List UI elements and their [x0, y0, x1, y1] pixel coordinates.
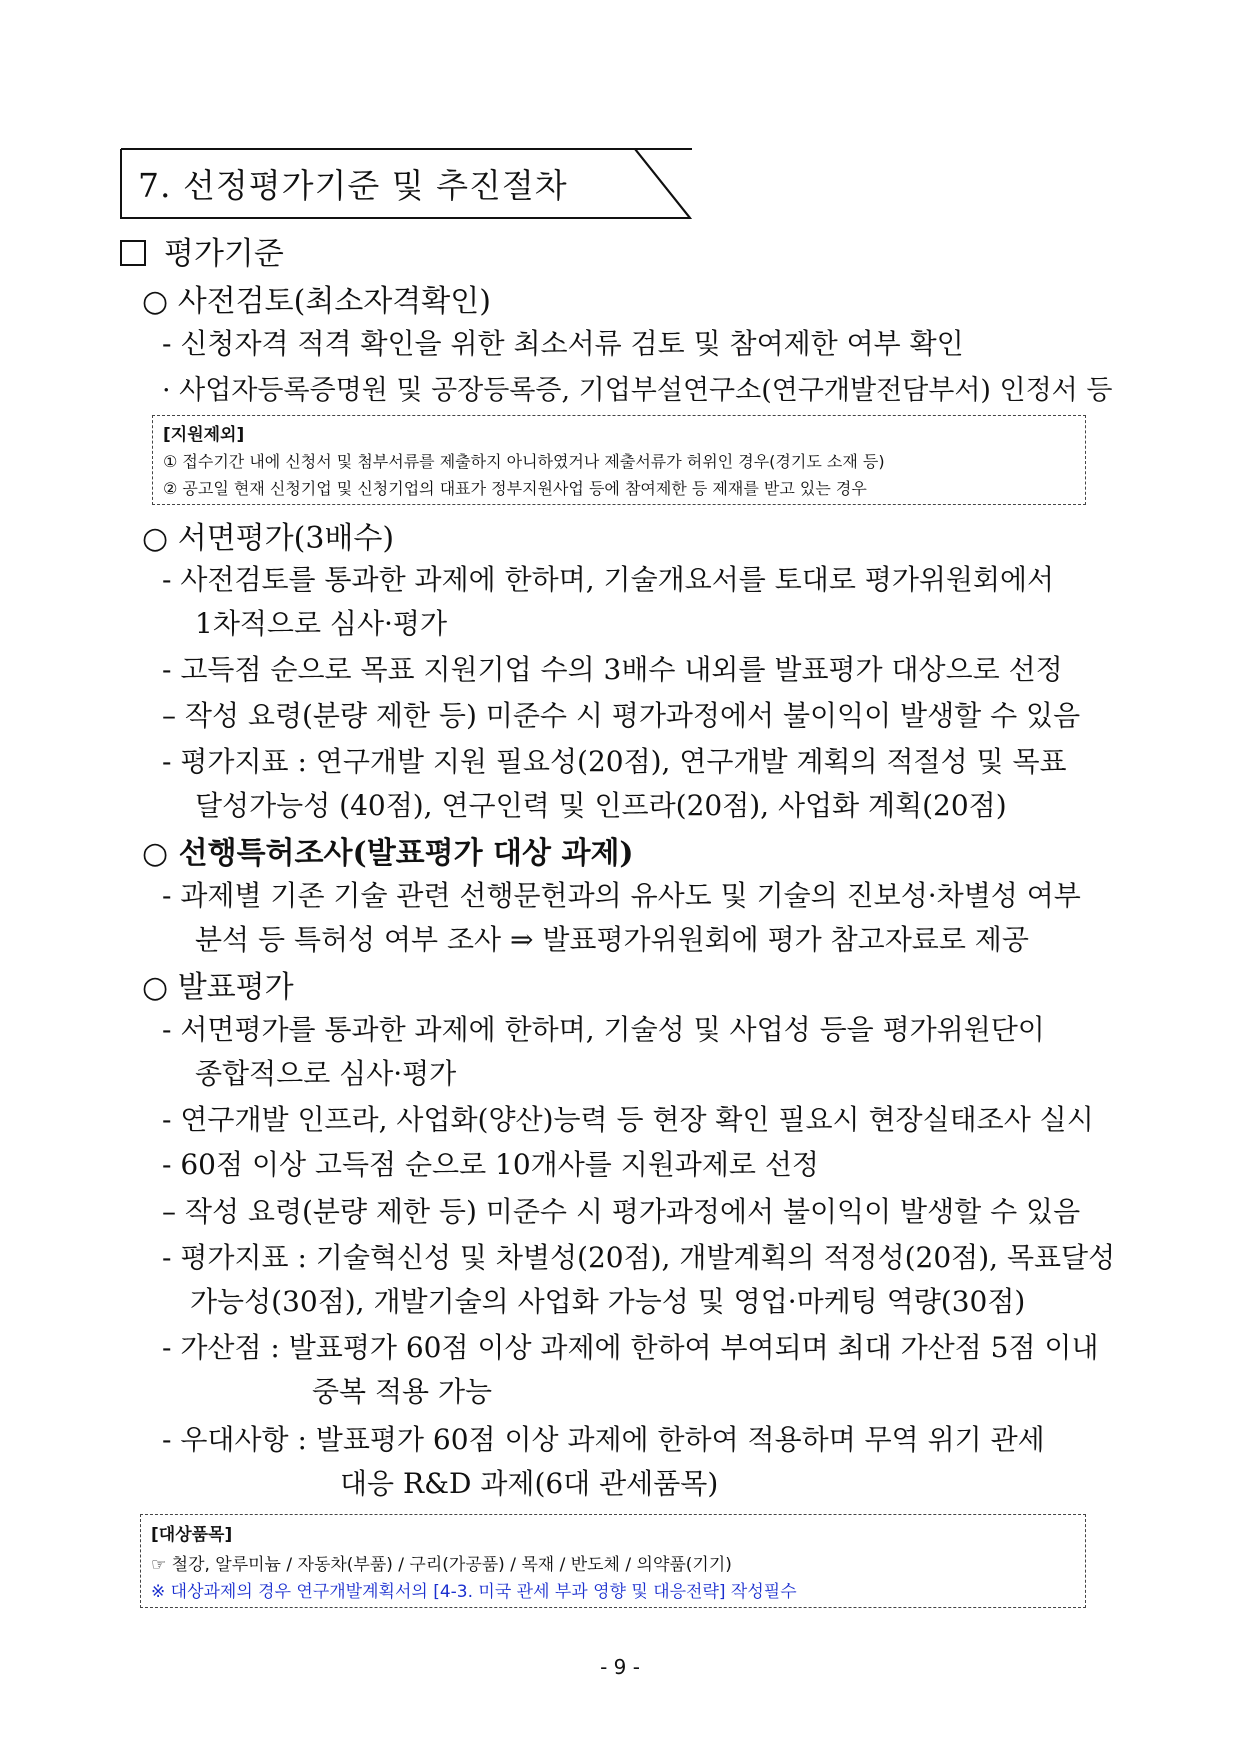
exclusion-line-1: ① 접수기간 내에 신청서 및 첨부서류를 제출하지 아니하였거나 제출서류가 허위인 경우(경기도 소재 등): [163, 452, 885, 471]
patent-search-item-1-cont: 분석 등 특허성 여부 조사 ⇒ 발표평가위원회에 평가 참고자료로 제공: [195, 923, 1029, 956]
criteria-heading: [120, 228, 284, 273]
presentation-item-5-cont: 가능성(30점), 개발기술의 사업화 가능성 및 영업·마케팅 역량(30점): [190, 1285, 1026, 1318]
target-items-line: ☞ 철강, 알루미늄 / 자동차(부품) / 구리(가공품) / 목재 / 반도체 / 의약품(기기): [151, 1555, 732, 1575]
presentation-item-2: - 연구개발 인프라, 사업화(양산)능력 등 현장 확인 필요시 현장실태조사 실시: [162, 1103, 1094, 1136]
presentation-item-3: - 60점 이상 고득점 순으로 10개사를 지원과제로 선정: [162, 1148, 819, 1181]
presentation-item-4: – 작성 요령(분량 제한 등) 미준수 시 평가과정에서 불이익이 발생할 수 있음: [162, 1195, 1081, 1228]
presentation-item-7-cont: 대응 R&D 과제(6대 관세품목): [340, 1467, 719, 1500]
pre-review-item-2: · 사업자등록증명원 및 공장등록증, 기업부설연구소(연구개발전담부서) 인정서 등: [162, 375, 1113, 406]
document-review-item-4: - 평가지표 : 연구개발 지원 필요성(20점), 연구개발 계획의 적절성 및 목표: [162, 745, 1067, 778]
target-items-label: [대상품목]: [151, 1525, 233, 1545]
section-header-box: [120, 148, 690, 218]
document-review-item-4-cont: 달성가능성 (40점), 연구인력 및 인프라(20점), 사업화 계획(20점): [195, 789, 1007, 822]
page-number: - 9 -: [600, 1655, 640, 1679]
patent-search-item-1: - 과제별 기존 기술 관련 선행문헌과의 유사도 및 기술의 진보성·차별성 여부: [162, 879, 1081, 912]
document-review-title: ○ 서면평가(3배수): [142, 521, 395, 556]
presentation-title: ○ 발표평가: [142, 970, 294, 1005]
target-items-box: [140, 1514, 1086, 1608]
exclusion-box: [152, 415, 1086, 505]
patent-search-title: ○ 선행특허조사(발표평가 대상 과제): [142, 836, 634, 871]
section-title: 7. 선정평가기준 및 추진절차: [138, 166, 568, 205]
presentation-item-1: - 서면평가를 통과한 과제에 한하며, 기술성 및 사업성 등을 평가위원단이: [162, 1013, 1045, 1046]
pre-review-title: ○ 사전검토(최소자격확인): [142, 284, 491, 319]
exclusion-line-2: ② 공고일 현재 신청기업 및 신청기업의 대표가 정부지원사업 등에 참여제한 등 제재를 받고 있는 경우: [163, 479, 867, 498]
pre-review-item-1: - 신청자격 적격 확인을 위한 최소서류 검토 및 참여제한 여부 확인: [162, 327, 964, 360]
presentation-item-1-cont: 종합적으로 심사·평가: [195, 1057, 457, 1090]
document-review-item-2: - 고득점 순으로 목표 지원기업 수의 3배수 내외를 발표평가 대상으로 선정: [162, 653, 1063, 686]
criteria-heading-label: 평가기준: [164, 236, 284, 272]
checkbox-icon: [120, 240, 146, 266]
document-review-item-1: - 사전검토를 통과한 과제에 한하며, 기술개요서를 토대로 평가위원회에서: [162, 563, 1055, 596]
presentation-item-5: - 평가지표 : 기술혁신성 및 차별성(20점), 개발계획의 적정성(20점), 목표달성: [162, 1241, 1116, 1274]
presentation-item-7: - 우대사항 : 발표평가 60점 이상 과제에 한하여 적용하며 무역 위기 관세: [162, 1423, 1045, 1456]
target-items-note: ※ 대상과제의 경우 연구개발계획서의 [4-3. 미국 관세 부과 영향 및 대응전략] 작성필수: [151, 1582, 797, 1602]
document-review-item-1-cont: 1차적으로 심사·평가: [195, 607, 448, 640]
presentation-item-6: - 가산점 : 발표평가 60점 이상 과제에 한하여 부여되며 최대 가산점 5점 이내: [162, 1331, 1099, 1364]
document-review-item-3: – 작성 요령(분량 제한 등) 미준수 시 평가과정에서 불이익이 발생할 수 있음: [162, 699, 1081, 732]
presentation-item-6-cont: 중복 적용 가능: [312, 1375, 493, 1408]
exclusion-label: [지원제외]: [163, 425, 245, 445]
